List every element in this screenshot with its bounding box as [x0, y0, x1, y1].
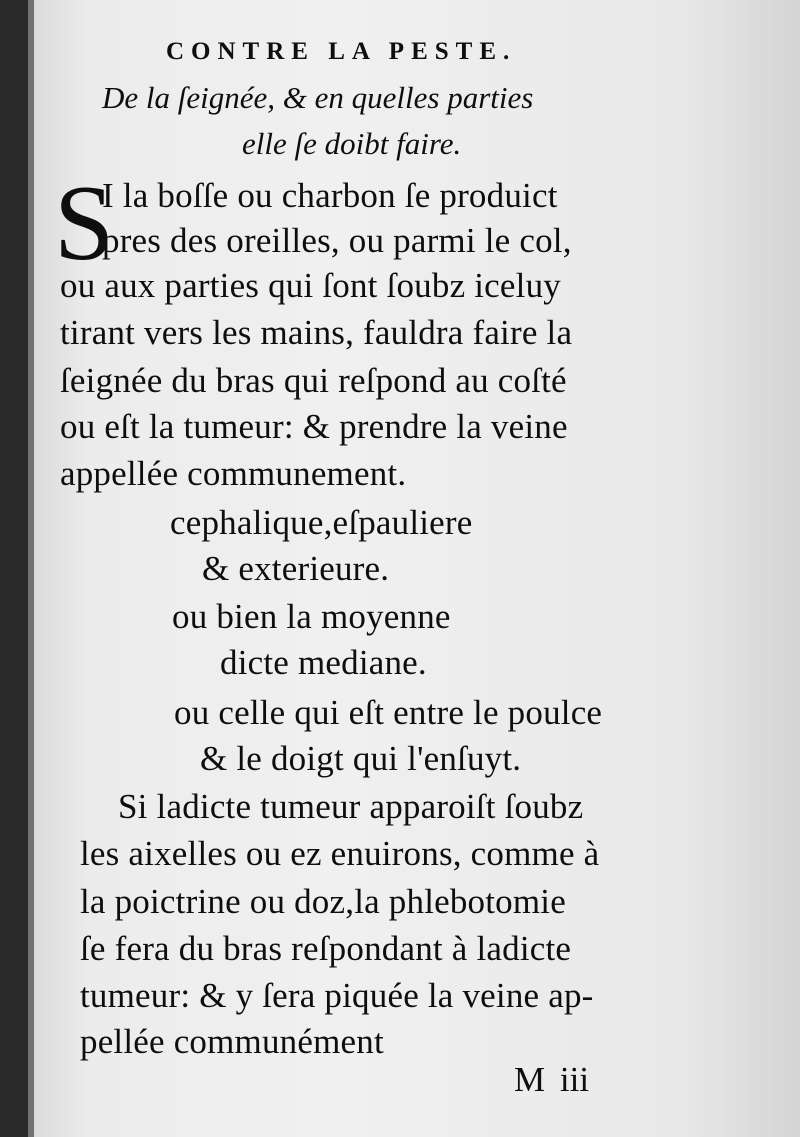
text-line: Si ladicte tumeur apparoiſt ſoubz — [118, 787, 584, 826]
text-line: ou aux parties qui ſont ſoubz iceluy — [60, 266, 561, 305]
text-line: appellée communement. — [60, 454, 407, 493]
text-line: la poictrine ou doz,la phlebotomie — [80, 882, 566, 921]
text-line: ou celle qui eſt entre le poulce — [174, 693, 603, 732]
text-line: ou eſt la tumeur: & prendre la veine — [60, 407, 568, 446]
text-line: cephalique,eſpauliere — [170, 503, 473, 542]
text-line: ſe fera du bras reſpondant à ladicte — [80, 929, 572, 968]
text-line: tumeur: & y ſera piquée la veine ap- — [80, 976, 594, 1015]
text-line: tirant vers les mains, fauldra faire la — [60, 313, 573, 352]
section-title-line-2: elle ſe doibt faire. — [242, 126, 462, 161]
text-line: ſeignée du bras qui reſpond au coſté — [60, 361, 567, 400]
text-line: dicte mediane. — [220, 643, 427, 682]
section-title-line-1: De la ſeignée, & en quelles parties — [102, 80, 534, 115]
text-line: pres des oreilles, ou parmi le col, — [102, 221, 572, 260]
book-page — [28, 0, 800, 1137]
text-line: ou bien la moyenne — [172, 597, 451, 636]
text-line: pellée communément — [80, 1022, 384, 1061]
running-header: CONTRE LA PESTE. — [166, 38, 517, 65]
text-line: & le doigt qui l'enſuyt. — [200, 739, 522, 778]
text-line: & exterieure. — [202, 549, 390, 588]
signature-mark: M iii — [514, 1060, 590, 1099]
text-line: I la boſſe ou charbon ſe produict — [102, 176, 558, 215]
text-line: les aixelles ou ez enuirons, comme à — [80, 834, 600, 873]
drop-capital: S — [54, 164, 115, 283]
